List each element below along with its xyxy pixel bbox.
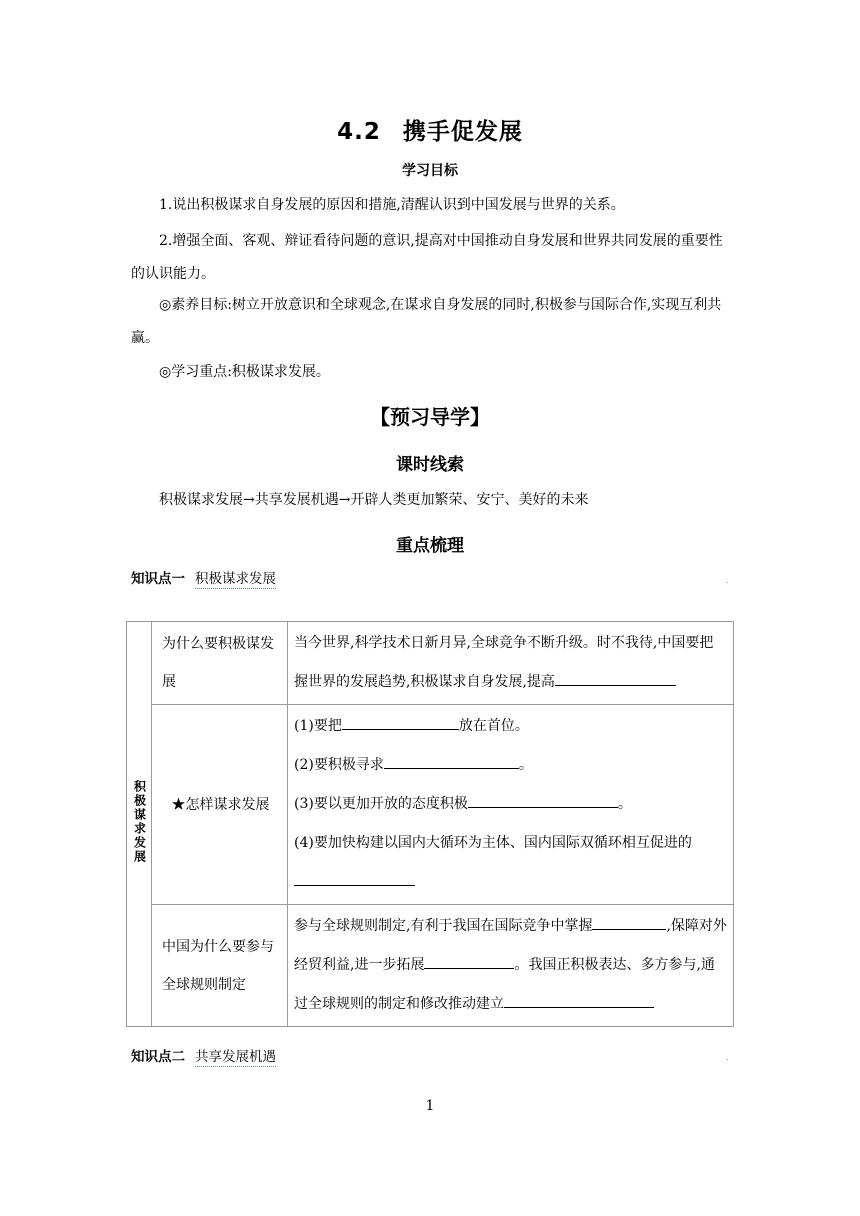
side-label-text: 积极谋求发展: [132, 779, 147, 864]
knowledge-point-2: [131, 1045, 276, 1065]
row-content-how: [288, 705, 734, 905]
kp1-label: 知识点一: [131, 571, 185, 587]
table-row: [127, 622, 734, 705]
learning-focus: ◎学习重点:积极谋求发展。: [159, 364, 330, 380]
row-label-why: 为什么要积极谋发展: [152, 622, 288, 705]
how-item-2: (2)要积极寻求 。: [294, 746, 727, 785]
answer-blank: [555, 671, 676, 686]
kp2-marker: .: [726, 1053, 729, 1062]
answer-blank: [468, 793, 618, 808]
how-item-3: (3)要以更加开放的态度积极 。: [294, 785, 727, 824]
how-item-1: (1)要把 放在首位。: [294, 707, 727, 746]
learning-objectives-heading: 学习目标: [402, 163, 458, 179]
answer-blank: [384, 754, 519, 769]
row-content-rules: 参与全球规则制定,有利于我国在国际竞争中掌握 ,保障对外经贸利益,进一步拓展 。我国正积极表达、多方参与,通过全球规则的制定和修改推动建立: [288, 905, 734, 1027]
how-item-4: (4)要加快构建以国内大循环为主体、国内国际双循环相互促进的: [294, 824, 727, 902]
kp2-label: 知识点二: [131, 1049, 185, 1065]
answer-blank: [342, 715, 459, 730]
table-row: [127, 705, 734, 905]
objective-1: 1.说出积极谋求自身发展的原因和措施,清醒认识到中国发展与世界的关系。: [159, 197, 625, 213]
answer-blank: [424, 954, 514, 969]
answer-blank: [294, 871, 415, 886]
table-row: [127, 905, 734, 1027]
page-number: 1: [425, 1098, 435, 1114]
row-label-how: ★怎样谋求发展: [152, 705, 288, 905]
clue-heading: 课时线索: [396, 455, 464, 475]
kp2-title: 共享发展机遇: [195, 1049, 276, 1065]
literacy-goal: ◎素养目标:树立开放意识和全球观念,在谋求自身发展的同时,积极参与国际合作,实现互利共赢。: [131, 297, 722, 346]
knowledge-table: [126, 621, 734, 1027]
row-content-why: 当今世界,科学技术日新月异,全球竞争不断升级。时不我待,中国要把握世界的发展趋势,积极谋求自身发展,提高: [288, 622, 734, 705]
answer-blank: [504, 993, 654, 1008]
row-label-rules: 中国为什么要参与全球规则制定: [152, 905, 288, 1027]
clue-text: 积极谋求发展→共享发展机遇→开辟人类更加繁荣、安宁、美好的未来: [159, 492, 589, 508]
kp1-title: 积极谋求发展: [195, 571, 276, 587]
key-points-heading: 重点梳理: [396, 536, 464, 556]
preview-heading: 【预习导学】: [370, 405, 490, 429]
answer-blank: [592, 915, 666, 930]
kp1-marker: .: [726, 576, 729, 585]
objective-2: 2.增强全面、客观、辩证看待问题的意识,提高对中国推动自身发展和世界共同发展的重要性的认识能力。: [131, 233, 723, 282]
knowledge-point-1: [131, 567, 276, 587]
side-label: [127, 622, 152, 1027]
page-title: [0, 113, 860, 146]
title-text: 携手促发展: [402, 119, 523, 145]
title-number: 4.2: [337, 119, 381, 145]
